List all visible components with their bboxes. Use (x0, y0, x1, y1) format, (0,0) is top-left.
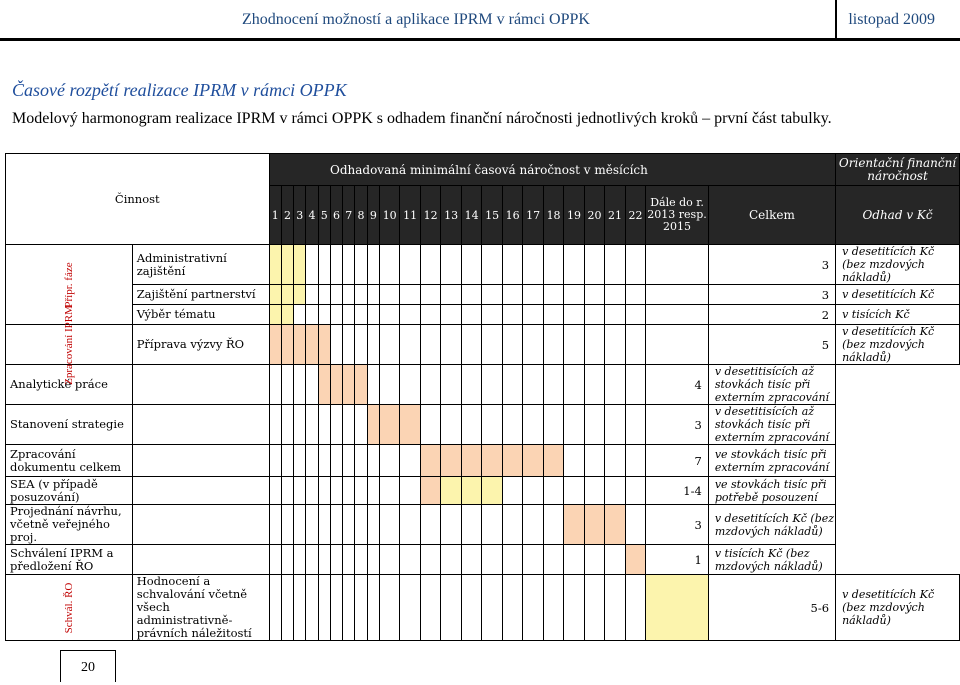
table-row (6, 245, 960, 285)
total-cell: 3 (646, 505, 709, 545)
cost-cell: v desetitících Kč (bez mzdových nákladů) (836, 325, 960, 365)
activity-cell: Projednání návrhu, včetně veřejného proj. (6, 505, 133, 545)
month-header: 2 (281, 186, 293, 245)
header-rule (0, 38, 960, 41)
table-row (6, 505, 960, 545)
month-header: 7 (343, 186, 355, 245)
month-header: 18 (543, 186, 563, 245)
month-header: 1 (269, 186, 281, 245)
activity-cell: Zajištění partnerství (132, 285, 269, 305)
table-row (6, 365, 960, 405)
month-header: 14 (461, 186, 481, 245)
header-later: Dále do r. 2013 resp. 2015 (646, 186, 709, 245)
total-cell: 1-4 (646, 477, 709, 505)
month-header: 13 (441, 186, 461, 245)
activity-cell: Příprava výzvy ŘO (132, 325, 269, 365)
month-header: 10 (379, 186, 399, 245)
total-cell: 5 (708, 325, 835, 365)
cost-cell: ve stovkách tisíc při externím zpracování (708, 445, 835, 477)
total-cell: 5-6 (708, 575, 835, 641)
page-number: 20 (60, 650, 116, 682)
table-row (6, 575, 960, 641)
activity-cell: Výběr tématu (132, 305, 269, 325)
total-cell: 3 (708, 285, 835, 305)
month-header: 9 (367, 186, 379, 245)
cost-cell: v desetitících Kč (bez mzdových nákladů) (836, 575, 960, 641)
month-header: 22 (625, 186, 645, 245)
table-row (6, 545, 960, 575)
header-cost-group: Orientační finanční náročnost (836, 154, 960, 186)
month-header: 19 (564, 186, 584, 245)
header-cost: Odhad v Kč (836, 186, 960, 245)
phase-label: Schvál. ŘO (6, 575, 133, 641)
table-row (6, 445, 960, 477)
table-row (6, 405, 960, 445)
header-activity: Činnost (6, 154, 270, 245)
total-cell: 4 (646, 365, 709, 405)
cost-cell: v tisících Kč (836, 305, 960, 325)
cost-cell: v desetitisících až stovkách tisíc při externím zpracování (708, 405, 835, 445)
month-header: 21 (605, 186, 625, 245)
cost-cell: v tisících Kč (bez mzdových nákladů) (708, 545, 835, 575)
header-title: Zhodnocení možností a aplikace IPRM v rámci OPPK (242, 11, 590, 28)
table-row (6, 285, 960, 305)
header-date: listopad 2009 (848, 11, 935, 28)
cost-cell: v desetitících Kč (bez mzdových nákladů) (836, 245, 960, 285)
month-header: 17 (523, 186, 543, 245)
header-separator (835, 0, 837, 40)
month-header: 12 (420, 186, 440, 245)
total-cell: 2 (708, 305, 835, 325)
table-row (6, 305, 960, 325)
month-header: 8 (355, 186, 367, 245)
cost-cell: v desetitících Kč (836, 285, 960, 305)
page-title: Časové rozpětí realizace IPRM v rámci OPPK (12, 80, 347, 100)
activity-cell: Analytické práce (6, 365, 133, 405)
activity-cell: Schválení IPRM a předložení ŘO (6, 545, 133, 575)
cost-cell: v desetitících Kč (bez mzdových nákladů) (708, 505, 835, 545)
total-cell: 7 (646, 445, 709, 477)
month-header: 3 (294, 186, 306, 245)
cost-cell: v desetitisících až stovkách tisíc při externím zpracování (708, 365, 835, 405)
month-header: 20 (584, 186, 604, 245)
month-header: 5 (318, 186, 330, 245)
activity-cell: Stanovení strategie (6, 405, 133, 445)
month-header: 15 (482, 186, 502, 245)
month-header: 4 (306, 186, 318, 245)
page-subtitle: Modelový harmonogram realizace IPRM v rámci OPPK s odhadem finanční náročnosti jednotlivých kroků – první část tabulky. (12, 110, 832, 127)
phase-label: Zpracování IPRM (6, 325, 133, 365)
schedule-table (5, 153, 960, 641)
total-cell: 3 (646, 405, 709, 445)
table-row (6, 325, 960, 365)
total-cell: 3 (708, 245, 835, 285)
header-total: Celkem (708, 186, 835, 245)
table-row (6, 477, 960, 505)
phase-label: Přípr. fáze (6, 245, 133, 325)
activity-cell: Zpracování dokumentu celkem (6, 445, 133, 477)
month-header: 6 (330, 186, 342, 245)
activity-cell: SEA (v případě posuzování) (6, 477, 133, 505)
activity-cell: Hodnocení a schvalování včetně všech administrativně-právních náležitostí (132, 575, 269, 641)
activity-cell: Administrativní zajištění (132, 245, 269, 285)
header-months-group: Odhadovaná minimální časová náročnost v měsících (269, 154, 708, 186)
total-cell: 1 (646, 545, 709, 575)
month-header: 16 (502, 186, 522, 245)
cost-cell: ve stovkách tisíc při potřebě posouzení (708, 477, 835, 505)
month-header: 11 (400, 186, 420, 245)
